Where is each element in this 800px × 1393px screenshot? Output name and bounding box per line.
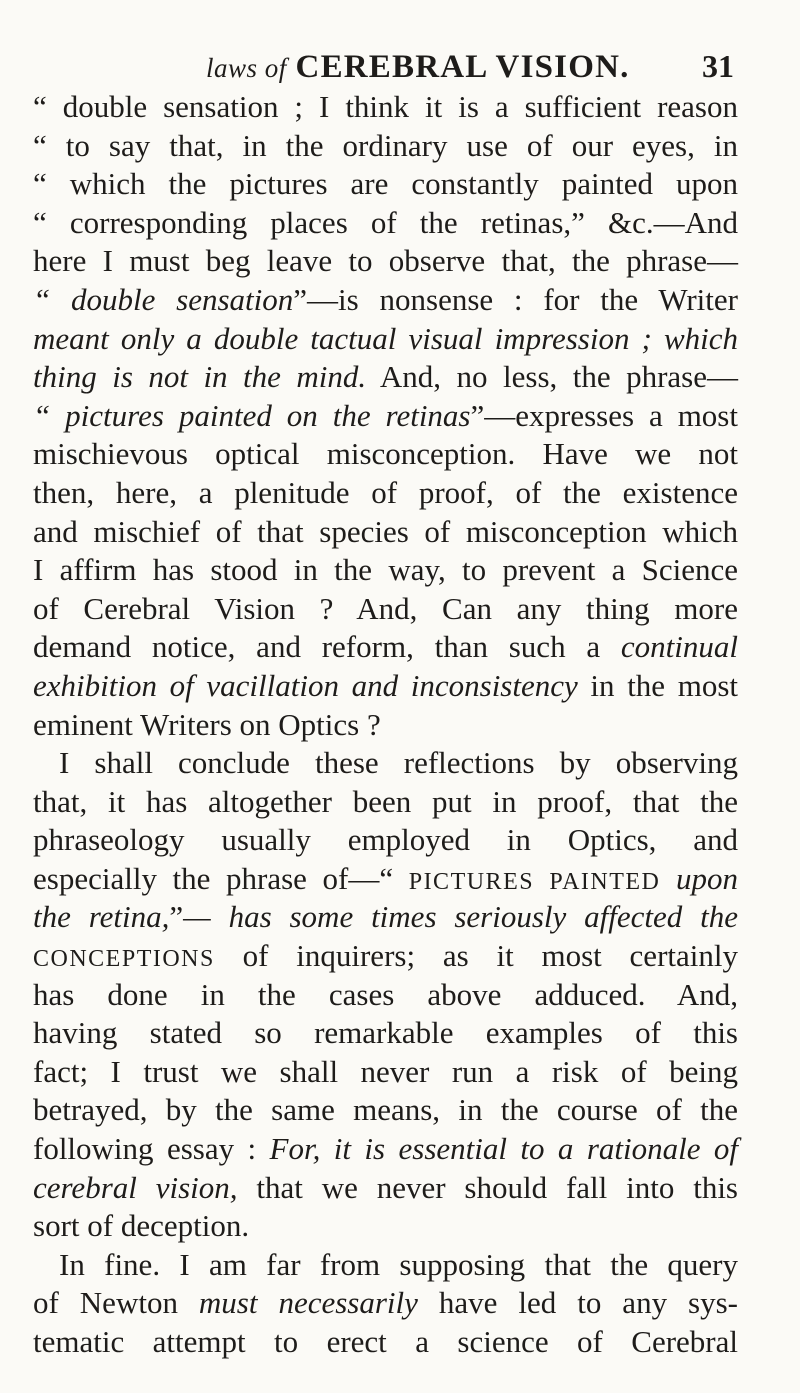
text-segment: the retina,: [33, 899, 170, 935]
running-title-prefix: laws of: [206, 53, 287, 83]
text-line: [33, 1091, 738, 1130]
text-segment: must necessarily: [198, 1285, 418, 1321]
text-segment: that, it has altogether been put in proof, that the: [33, 783, 738, 819]
running-title: [206, 47, 630, 88]
text-line: [33, 320, 738, 359]
text-segment: of Cerebral Vision ? And, Can any thing more: [33, 590, 738, 626]
text-line: [33, 127, 738, 166]
text-segment: “ double sensation ; I think it is a sufficient reason: [33, 89, 738, 124]
text-line: [33, 628, 738, 667]
page-number: 31: [702, 48, 734, 84]
text-segment: continual: [620, 629, 738, 665]
running-header: [34, 46, 734, 88]
text-line: [33, 976, 738, 1015]
text-line: [33, 937, 738, 976]
text-segment: meant only a double tactual visual impression ; which: [33, 320, 738, 356]
text-segment: that we never should fall into this: [237, 1169, 738, 1205]
text-line: [33, 435, 738, 474]
text-segment: ”—is nonsense : for the Writer: [293, 281, 738, 317]
text-segment: then, here, a plenitude of proof, of the existence: [33, 474, 738, 510]
text-line: [33, 1323, 738, 1362]
text-segment: For, it is essential to a rationale of: [269, 1131, 739, 1167]
text-segment: “ to say that, in the ordinary use of our eyes, in: [33, 127, 738, 163]
text-line: [33, 474, 738, 513]
text-segment: I shall conclude these reflections by observing: [59, 745, 738, 781]
text-line: [33, 783, 738, 822]
text-line: [33, 744, 738, 783]
text-segment: “ which the pictures are constantly painted upon: [33, 166, 738, 202]
text-line: [33, 397, 738, 436]
text-line: [33, 1014, 738, 1053]
text-segment: sort of deception.: [33, 1208, 250, 1244]
text-segment: ”: [169, 899, 184, 935]
text-segment: upon: [660, 860, 738, 896]
text-segment: fact; I trust we shall never run a risk of being: [33, 1053, 738, 1089]
text-line: [33, 1130, 738, 1169]
text-segment: phraseology usually employed in Optics, and: [33, 822, 738, 858]
text-line: [33, 165, 738, 204]
text-segment: having stated so remarkable examples of this: [33, 1015, 738, 1051]
text-segment: tematic attempt to erect a science of Cerebral: [33, 1324, 738, 1359]
text-segment: “ double sensation: [33, 281, 294, 317]
text-segment: following essay :: [33, 1131, 270, 1167]
text-line: [33, 242, 738, 281]
text-segment: ”—expresses a most: [470, 397, 738, 433]
text-segment: I affirm has stood in the way, to prevent a Science: [33, 552, 738, 588]
text-line: [33, 1169, 738, 1208]
text-segment: of inquirers; as it most certainly: [214, 938, 738, 974]
text-segment: thing is not in the mind.: [33, 359, 367, 395]
text-segment: and mischief of that species of misconception which: [33, 513, 738, 549]
text-segment: has done in the cases above adduced. And,: [33, 976, 738, 1012]
text-line: [33, 1207, 738, 1246]
text-segment: especially the phrase of—“: [33, 860, 409, 896]
text-line: [33, 551, 738, 590]
text-line: [33, 667, 738, 706]
body-text: [33, 88, 738, 1362]
text-segment: betrayed, by the same means, in the course of the: [33, 1092, 738, 1128]
text-segment: mischievous optical misconception. Have we not: [33, 436, 738, 472]
text-segment: of Newton: [33, 1285, 199, 1321]
text-segment: “ corresponding places of the retinas,” &c.—And: [33, 204, 738, 240]
text-segment: CONCEPTIONS: [33, 946, 215, 973]
text-segment: In fine. I am far from supposing that the query: [59, 1246, 738, 1282]
text-line: [33, 358, 738, 397]
text-line: [33, 204, 738, 243]
text-segment: demand notice, and reform, than such a: [33, 629, 621, 665]
text-line: [33, 860, 738, 899]
text-segment: “ pictures painted on the retinas: [33, 397, 471, 433]
text-segment: PICTURES PAINTED: [408, 868, 661, 895]
text-line: [33, 706, 738, 745]
text-line: [33, 281, 738, 320]
text-line: [33, 821, 738, 860]
text-line: [33, 898, 738, 937]
text-line: [33, 1053, 738, 1092]
text-segment: have led to any sys-: [417, 1285, 738, 1321]
text-segment: And, no less, the phrase—: [366, 359, 738, 395]
running-title-main: CEREBRAL VISION.: [295, 49, 630, 85]
text-segment: eminent Writers on Optics ?: [33, 706, 381, 742]
text-line: [33, 1246, 738, 1285]
text-line: [33, 1284, 738, 1323]
text-segment: cerebral vision,: [33, 1169, 238, 1205]
text-segment: exhibition of vacillation and inconsistency: [33, 667, 578, 703]
text-segment: in the most: [577, 667, 739, 703]
text-segment: — has some times seriously affected the: [183, 899, 738, 935]
text-line: [33, 88, 738, 127]
text-line: [33, 590, 738, 629]
text-segment: here I must beg leave to observe that, the phrase—: [33, 243, 738, 279]
text-line: [33, 513, 738, 552]
